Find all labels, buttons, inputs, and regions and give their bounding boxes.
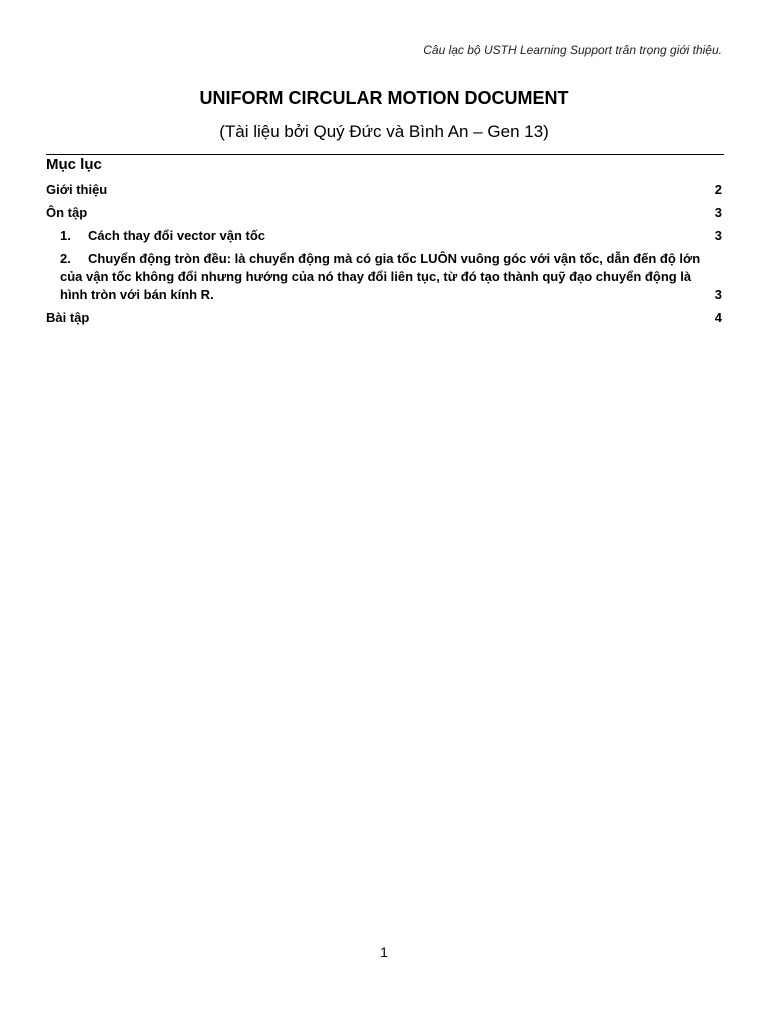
toc-entry-bai-tap[interactable] (46, 309, 722, 327)
toc-entry-gioi-thieu[interactable] (46, 181, 722, 199)
toc-entry-text: Chuyển động tròn đều: là chuyển động mà có gia tốc LUÔN vuông góc với vận tốc, dẫn đến độ lớn của vận tốc không đổi nhưng hướng của nó thay đổi liên tục, từ đó tạo thành quỹ đạo chuyển động là hình tròn với bán kính R. (60, 251, 701, 302)
toc-entry-on-tap[interactable] (46, 204, 722, 222)
toc-entry-number: 1. (60, 228, 71, 243)
heading-divider (46, 154, 724, 155)
toc-entry-page: 3 (714, 228, 722, 243)
toc-entry-page: 3 (714, 205, 722, 220)
document-subtitle: (Tài liệu bởi Quý Đức và Bình An – Gen 13) (219, 122, 549, 141)
table-of-contents (46, 181, 722, 332)
toc-entry-text: Ôn tập (46, 205, 88, 220)
page-number: 1 (380, 944, 388, 960)
toc-entry-text: Bài tập (46, 310, 90, 325)
toc-entry-number: 2. (60, 251, 71, 266)
toc-entry-cach-thay-doi-vector[interactable] (46, 227, 722, 245)
toc-entry-text: Giới thiệu (46, 182, 108, 197)
toc-heading: Mục lục (46, 156, 102, 173)
toc-entry-chuyen-dong-tron-deu[interactable] (46, 250, 722, 304)
toc-entry-page: 3 (714, 287, 722, 302)
document-title: UNIFORM CIRCULAR MOTION DOCUMENT (199, 88, 569, 108)
toc-entry-page: 4 (714, 310, 722, 325)
header-note: Câu lạc bộ USTH Learning Support trân trọng giới thiệu. (423, 43, 722, 57)
toc-entry-page: 2 (714, 182, 722, 197)
toc-entry-text: Cách thay đổi vector vận tốc (88, 228, 265, 243)
